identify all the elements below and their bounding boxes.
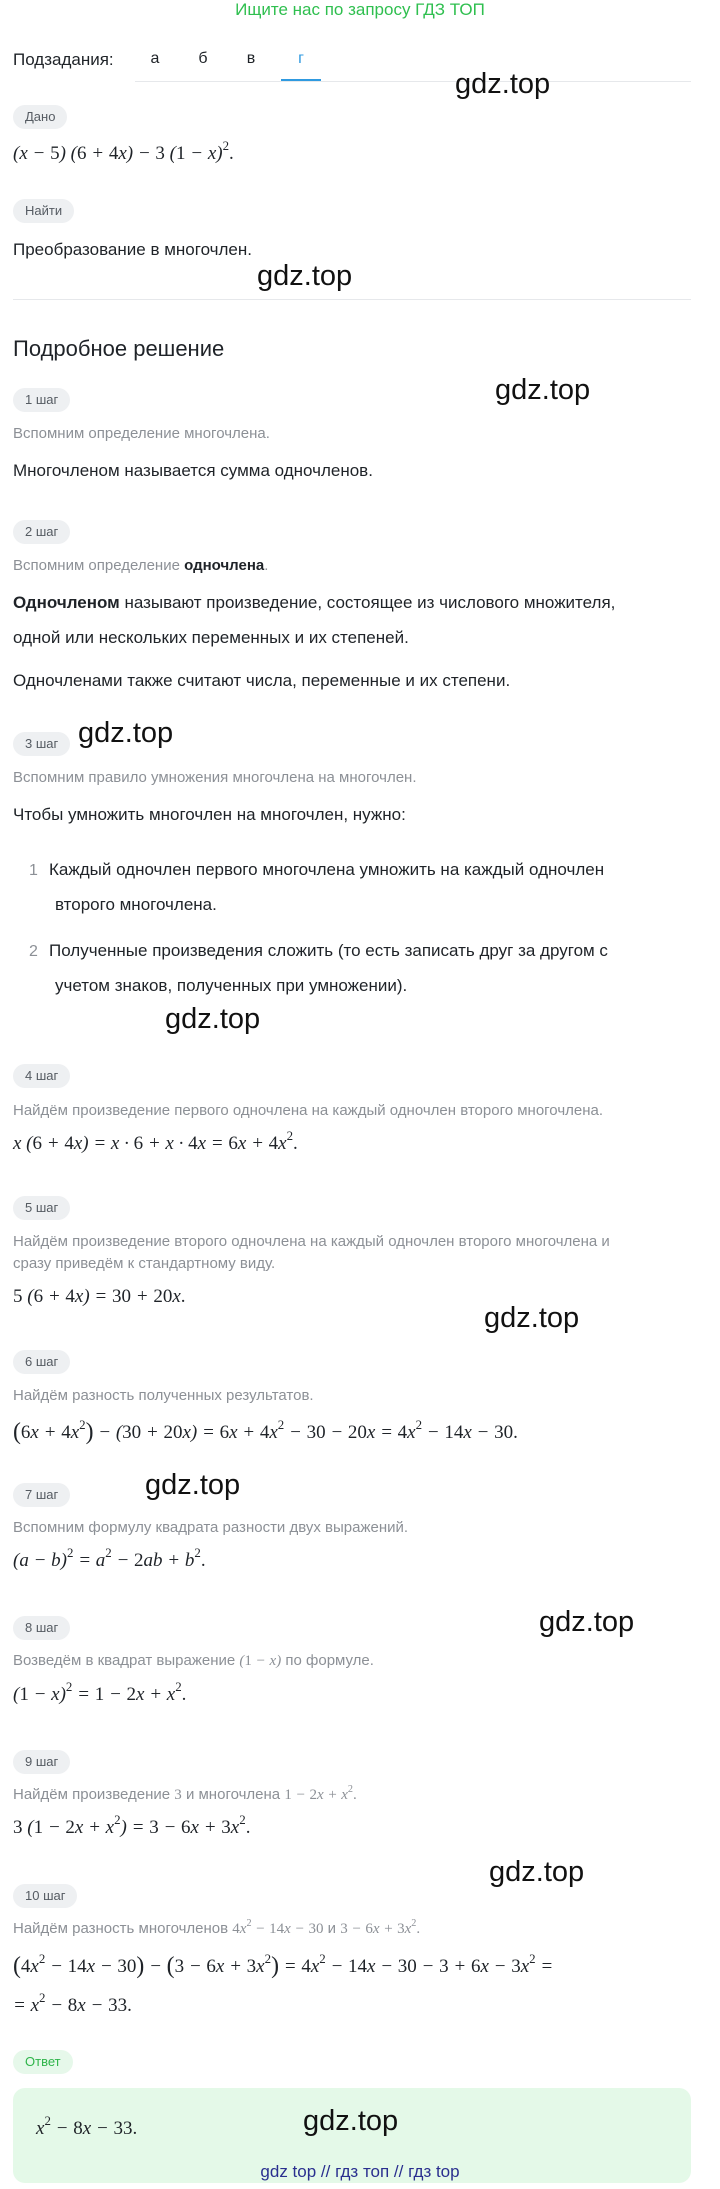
list-number: 2 — [29, 943, 38, 960]
divider — [13, 299, 691, 300]
watermark: gdz.top — [455, 68, 551, 100]
tab-g[interactable]: г — [298, 50, 304, 67]
find-text: Преобразование в многочлен. — [13, 240, 252, 259]
step-text: Многочленом называется сумма одночленов. — [13, 461, 373, 480]
given-expression: (x − 5) (6 + 4x) − 3 $(1 - x)^2$. — [13, 137, 234, 164]
given-badge: Дано — [13, 105, 67, 129]
step-hint: сразу приведём к стандартному виду. — [13, 1255, 276, 1272]
equation: = $x^2 - 8x - 33$. — [13, 1989, 132, 2016]
search-banner: Ищите нас по запросу ГДЗ ТОП — [235, 0, 485, 19]
step-badge: 1 шаг — [13, 388, 70, 412]
active-tab-underline — [281, 79, 321, 81]
footer-links[interactable]: gdz top // гдз топ // гдз top — [260, 2162, 460, 2181]
step-hint: Вспомним определение одночлена. — [13, 557, 269, 574]
equation: 5 (6 + 4x) = 30 + 20x. — [13, 1286, 186, 1307]
solution-title: Подробное решение — [13, 336, 225, 361]
step-badge: 2 шаг — [13, 520, 70, 544]
equation: x $(6 + 4x) = x \cdot 6 + x \cdot 4x = 6x + 4x^2$. — [13, 1127, 298, 1154]
step-hint: Найдём произведение 3 и многочлена $1 - 2x + x^2$. — [13, 1783, 357, 1803]
step-hint: Вспомним формулу квадрата разности двух выражений. — [13, 1519, 409, 1536]
step-badge: 8 шаг — [13, 1616, 70, 1640]
answer-badge: Ответ — [13, 2050, 73, 2074]
list-item: учетом знаков, полученных при умножении). — [55, 976, 408, 995]
equation: 3 $(1 - 2x + x^2) = 3 - 6x + 3x^2$. — [13, 1811, 251, 1838]
step-badge: 4 шаг — [13, 1064, 70, 1088]
watermark: gdz.top — [489, 1856, 585, 1888]
step-hint: Найдём разность многочленов $4x^2 - 14x - 30$ и $3 - 6x + 3x^2$. — [13, 1917, 421, 1937]
step-text: Одночленом называют произведение, состоящее из числового множителя, — [13, 593, 616, 612]
step-badge: 6 шаг — [13, 1350, 70, 1374]
tab-v[interactable]: в — [246, 50, 256, 67]
step-hint: Вспомним определение многочлена. — [13, 425, 270, 442]
watermark: gdz.top — [78, 717, 174, 749]
step-badge: 9 шаг — [13, 1750, 70, 1774]
step-badge: 7 шаг — [13, 1483, 70, 1507]
tab-b[interactable]: б — [198, 50, 208, 67]
equation: $(a - b)^2 = a^2 - 2ab + b^2$. — [13, 1544, 206, 1571]
watermark: gdz.top — [145, 1469, 241, 1501]
subtasks-label: Подзадания: — [13, 50, 114, 69]
step-text: Чтобы умножить многочлен на многочлен, нужно: — [13, 805, 406, 824]
step-hint: Найдём произведение первого одночлена на каждый одночлен второго многочлена. — [13, 1102, 604, 1119]
step-hint: Найдём разность полученных результатов. — [13, 1387, 314, 1404]
step-hint: Найдём произведение второго одночлена на каждый одночлен второго многочлена и — [13, 1233, 610, 1250]
watermark: gdz.top — [257, 260, 353, 292]
watermark: gdz.top — [303, 2105, 399, 2137]
step-hint: Вспомним правило умножения многочлена на многочлен. — [13, 769, 417, 786]
watermark: gdz.top — [495, 374, 591, 406]
step-text: Одночленами также считают числа, переменные и их степени. — [13, 671, 511, 690]
tab-a[interactable]: а — [150, 50, 160, 67]
list-item: Полученные произведения сложить (то есть записать друг за другом с — [49, 941, 608, 960]
equation: $(4x^2 - 14x - 30) - (3 - 6x + 3x^2) = 4x^2 - 14x - 30 - 3 + 6x - 3x^2$ = — [13, 1950, 554, 1979]
step-hint: Возведём в квадрат выражение (1 − x) по формуле. — [13, 1652, 374, 1669]
list-number: 1 — [29, 862, 38, 879]
watermark: gdz.top — [165, 1003, 261, 1035]
step-badge: 3 шаг — [13, 732, 70, 756]
tabs-divider — [135, 81, 691, 82]
watermark: gdz.top — [484, 1302, 580, 1334]
equation: $(6x + 4x^2) - (30 + 20x) = 6x + 4x^2 - 30 - 20x = 4x^2 - 14x - 30$. — [13, 1416, 518, 1445]
step-badge: 5 шаг — [13, 1196, 70, 1220]
answer-expression: $x^2 - 8x - 33$. — [36, 2112, 138, 2139]
step-text: одной или нескольких переменных и их степеней. — [13, 628, 409, 647]
step-badge: 10 шаг — [13, 1884, 77, 1908]
equation: $(1 - x)^2 = 1 - 2x + x^2$. — [13, 1678, 187, 1705]
watermark: gdz.top — [539, 1606, 635, 1638]
list-item: Каждый одночлен первого многочлена умножить на каждый одночлен — [49, 860, 605, 879]
list-item: второго многочлена. — [55, 895, 217, 914]
find-badge: Найти — [13, 199, 74, 223]
